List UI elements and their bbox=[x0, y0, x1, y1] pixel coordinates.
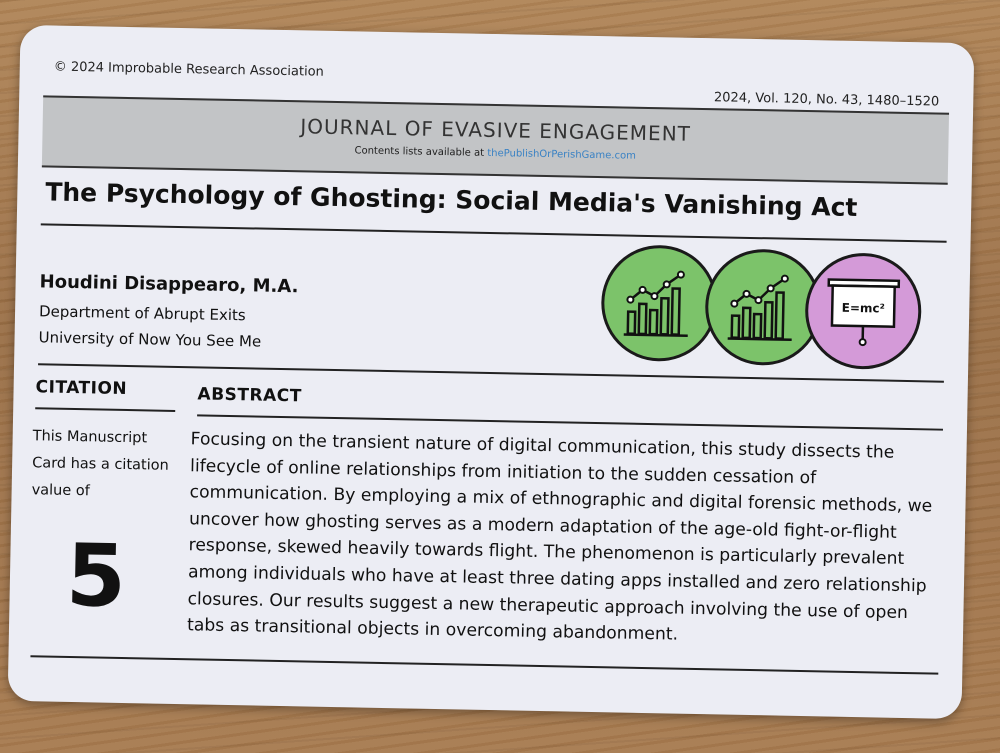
bar-chart-icon bbox=[600, 244, 718, 362]
board-equation: E=mc² bbox=[841, 300, 885, 316]
author-name: Houdini Disappearo, M.A. bbox=[39, 271, 299, 298]
author-department: Department of Abrupt Exits bbox=[38, 302, 246, 325]
abstract-text: Focusing on the transient nature of digital communication, this study dissects the lifecycle of online relationships from initiation to the sudden cessation of communication. By employing a mix of ethnographic and digital forensic methods, we uncover how ghosting serves as a modern adaptation of the age-old fight-or-flight response, skewed heavily towards flight. The phenomenon is particularly prevalent among individuals who have at least three dating apps installed and zero relationship closures. Our results suggest a new therapeutic approach involving the use of open tabs as transitional objects in overcoming abandonment. bbox=[186, 429, 933, 645]
presentation-board-icon bbox=[804, 252, 922, 370]
paper-title: The Psychology of Ghosting: Social Media's Vanishing Act bbox=[45, 177, 858, 223]
manuscript-card bbox=[8, 25, 975, 719]
author-university: University of Now You See Me bbox=[38, 328, 262, 351]
divider bbox=[38, 363, 944, 382]
volume-info: 2024, Vol. 120, No. 43, 1480–1520 bbox=[713, 90, 940, 110]
divider bbox=[41, 223, 947, 242]
contents-link: thePublishOrPerishGame.com bbox=[487, 147, 636, 162]
citation-text: This Manuscript Card has a citation value of bbox=[31, 428, 169, 500]
divider bbox=[30, 655, 938, 674]
citation-heading: CITATION bbox=[35, 377, 128, 400]
abstract-heading: ABSTRACT bbox=[197, 384, 302, 407]
journal-name: JOURNAL OF EVASIVE ENGAGEMENT bbox=[300, 114, 692, 146]
journal-banner bbox=[42, 95, 949, 184]
copyright-notice: © 2024 Improbable Research Association bbox=[53, 59, 324, 80]
divider bbox=[35, 407, 175, 412]
contents-prefix: Contents lists available at bbox=[354, 145, 485, 159]
citation-value: 5 bbox=[65, 525, 127, 628]
